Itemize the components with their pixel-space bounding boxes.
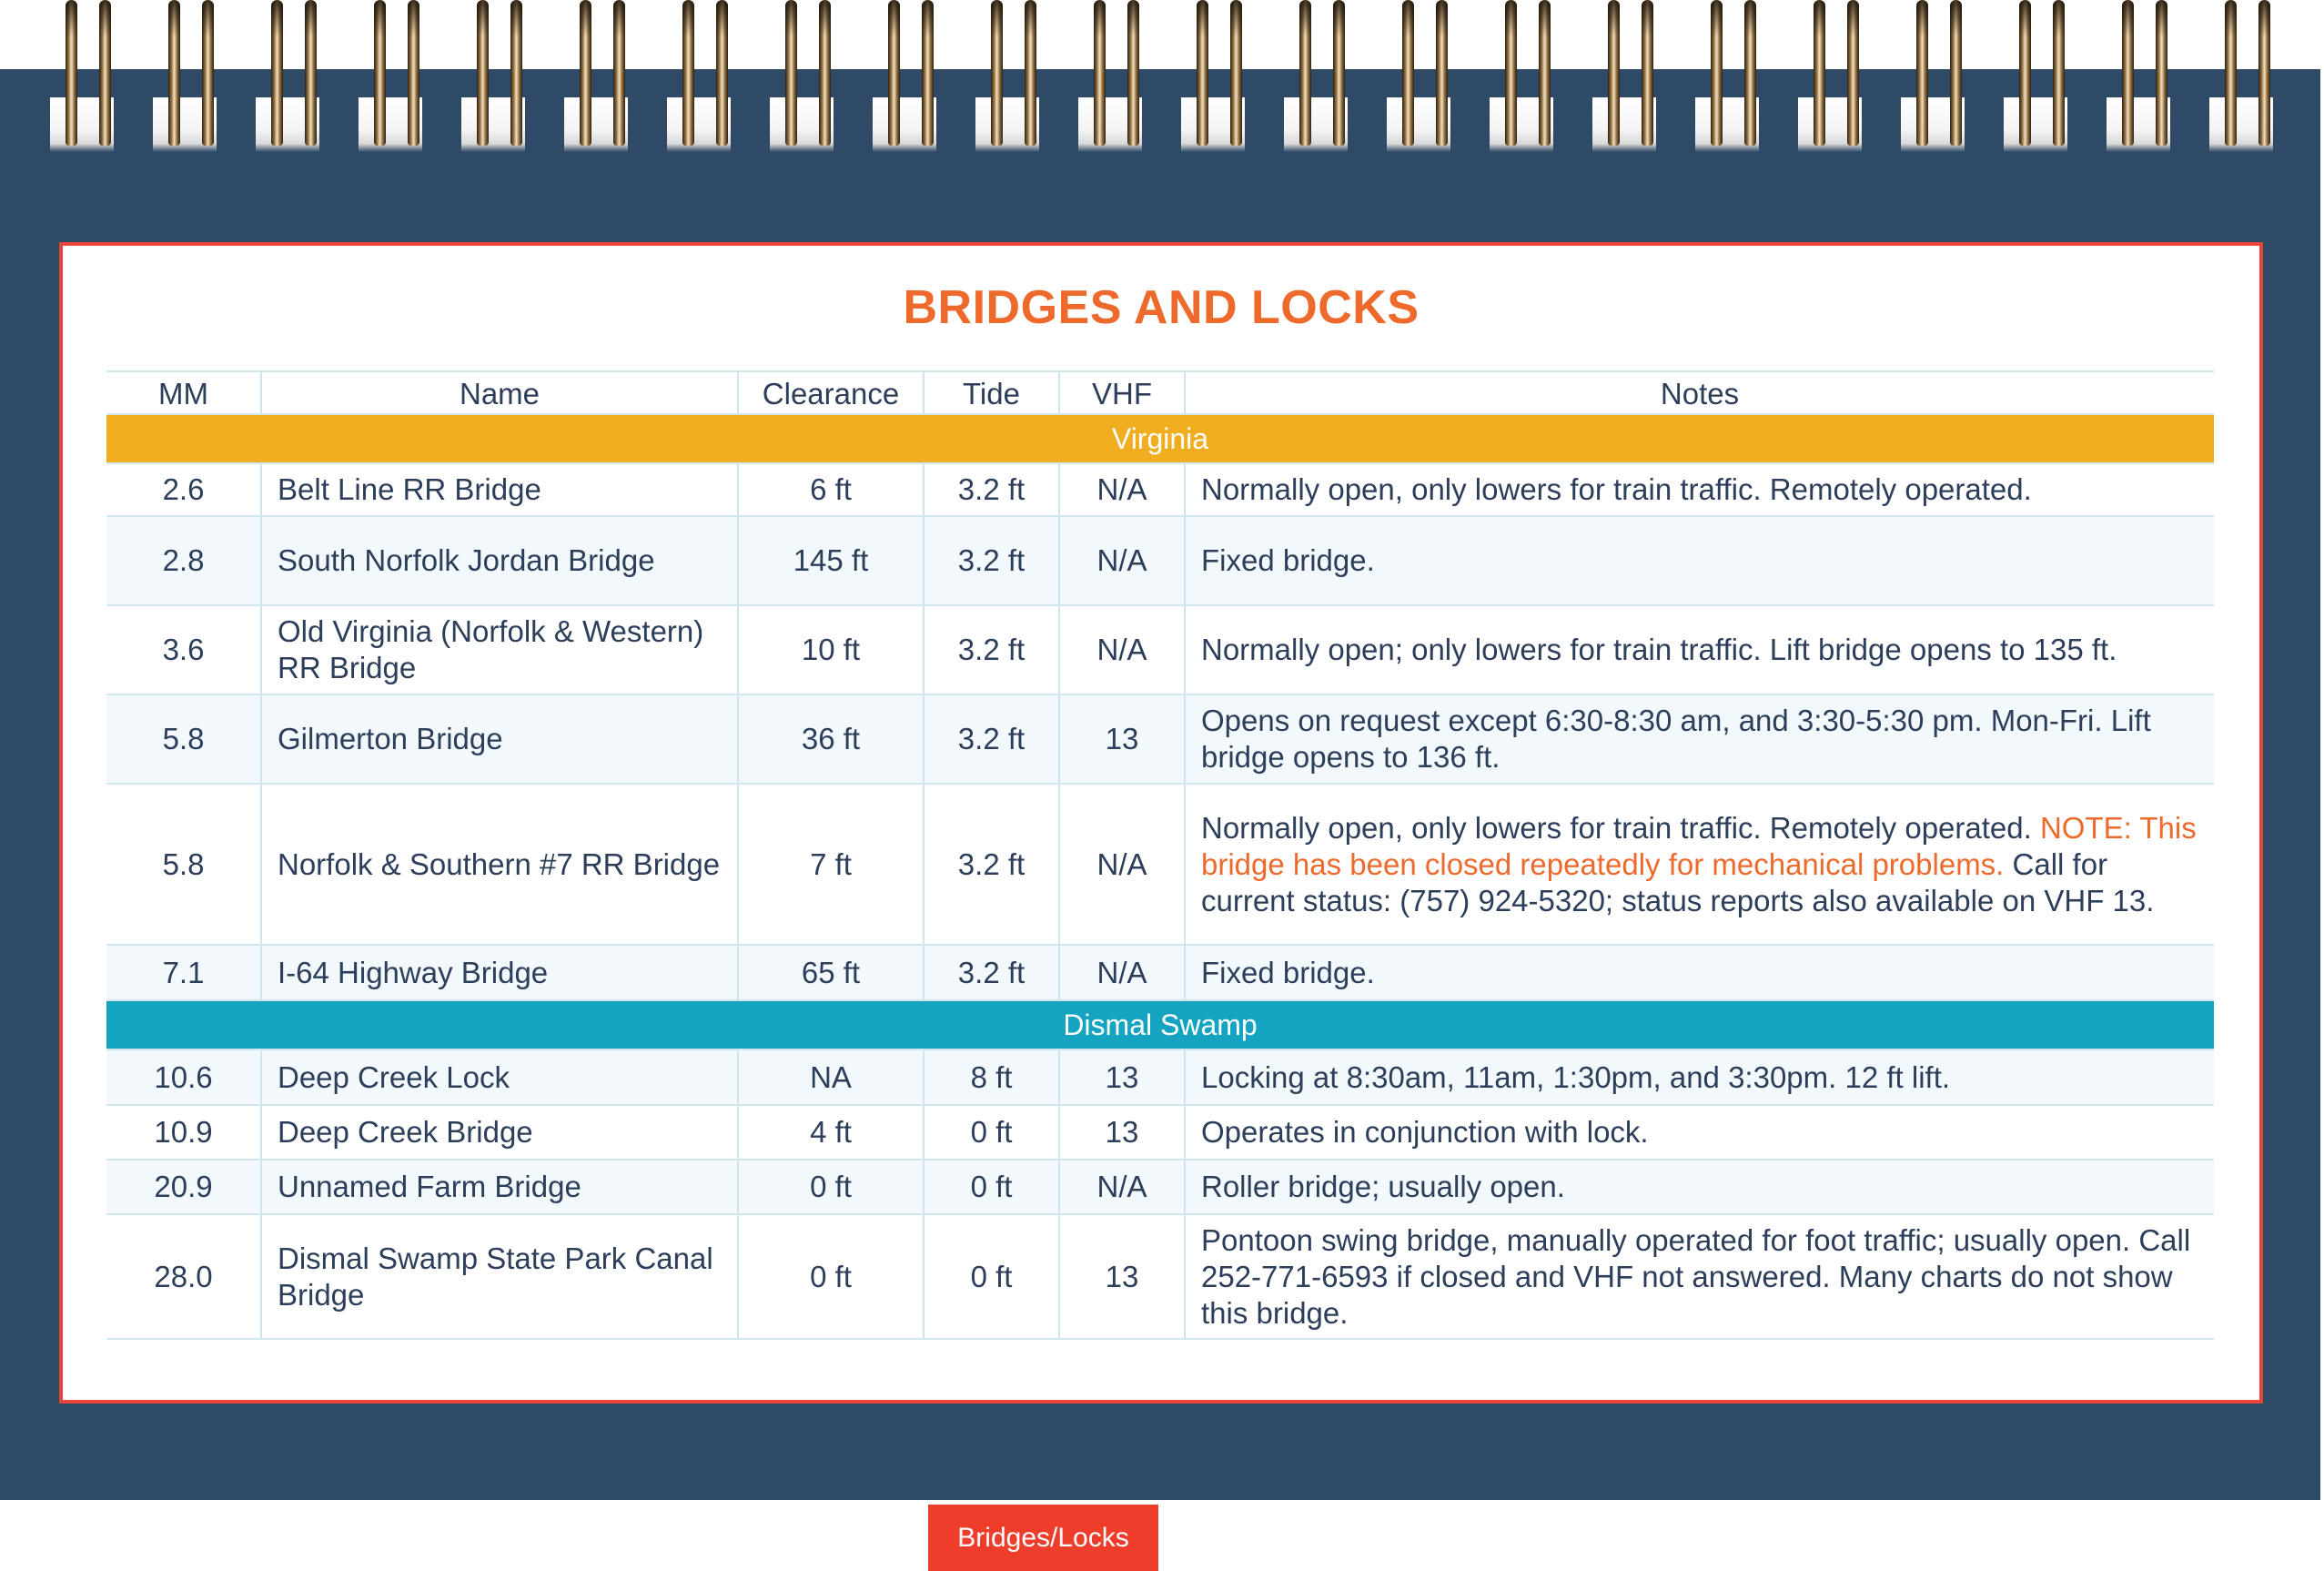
binding-ring-icon [716,0,728,146]
notes-text-after: Call for current status: (757) 924-5320; status reports also available on VHF 13. [1201,846,2155,917]
binding-ring-icon [922,0,934,146]
page-title: BRIDGES AND LOCKS [903,281,1420,334]
binding-ring-icon [682,0,694,146]
column-header-mm: MM [106,371,261,414]
column-header-tide: Tide [924,371,1059,414]
cell-name: South Norfolk Jordan Bridge [261,516,738,605]
binding-ring-icon [2122,0,2134,146]
bridges-locks-table [106,370,2214,1340]
cell-clearance: 145 ft [738,516,924,605]
cell-mm: 7.1 [106,945,261,1000]
warning-note: NOTE: This bridge has been closed repeatedly for mechanical problems. [1201,810,2197,881]
binding-ring-icon [1436,0,1448,146]
cell-name: Deep Creek Bridge [261,1105,738,1160]
binding-ring-icon [1916,0,1928,146]
cell-clearance: 7 ft [738,784,924,945]
binding-ring-icon [66,0,77,146]
binding-ring-icon [1299,0,1311,146]
cell-clearance: NA [738,1049,924,1105]
cell-vhf: 13 [1059,1105,1185,1160]
cell-mm: 20.9 [106,1160,261,1214]
table-row [106,784,2214,945]
cell-name: Unnamed Farm Bridge [261,1160,738,1214]
column-header-name: Name [261,371,738,414]
table-row [106,1049,2214,1105]
binding-ring-icon [2019,0,2031,146]
binding-ring-icon [888,0,900,146]
binding-ring-icon [2053,0,2065,146]
binding-ring-icon [510,0,522,146]
binding-ring-icon [305,0,317,146]
cell-notes: Locking at 8:30am, 11am, 1:30pm, and 3:30pm. 12 ft lift. [1185,1049,2214,1105]
cell-notes: Fixed bridge. [1185,516,2214,605]
table-row [106,1160,2214,1214]
tab-label: Bridges/Locks [957,1522,1129,1553]
section-label: Virginia [106,414,2214,463]
cell-clearance: 0 ft [738,1160,924,1214]
cell-vhf: 13 [1059,1214,1185,1339]
table-row [106,463,2214,516]
binding-ring-icon [202,0,214,146]
cell-name: Old Virginia (Norfolk & Western) RR Bridge [261,605,738,694]
section-label: Dismal Swamp [106,1000,2214,1049]
cell-notes: Normally open, only lowers for train traffic. Remotely operated. [1185,463,2214,516]
column-header-notes: Notes [1185,371,2214,414]
binding-ring-icon [1197,0,1208,146]
binding-ring-icon [1950,0,1962,146]
cell-notes: Opens on request except 6:30-8:30 am, and 3:30-5:30 pm. Mon-Fri. Lift bridge opens to 136 ft. [1185,694,2214,784]
table-row [106,694,2214,784]
binding-ring-icon [1505,0,1517,146]
cell-clearance: 6 ft [738,463,924,516]
binding-ring-icon [1711,0,1723,146]
cell-clearance: 10 ft [738,605,924,694]
cell-mm: 2.6 [106,463,261,516]
cell-clearance: 0 ft [738,1214,924,1339]
cell-name: I-64 Highway Bridge [261,945,738,1000]
cell-name: Belt Line RR Bridge [261,463,738,516]
binding-ring-icon [2258,0,2270,146]
cell-vhf: 13 [1059,694,1185,784]
cell-notes [1185,784,2214,945]
cell-vhf: N/A [1059,516,1185,605]
cell-mm: 2.8 [106,516,261,605]
column-header-vhf: VHF [1059,371,1185,414]
section-tab-bridges-locks[interactable] [928,1505,1158,1571]
cell-notes: Fixed bridge. [1185,945,2214,1000]
cell-clearance: 4 ft [738,1105,924,1160]
binding-ring-icon [991,0,1003,146]
binding-ring-icon [580,0,591,146]
cell-name: Deep Creek Lock [261,1049,738,1105]
cell-mm: 10.9 [106,1105,261,1160]
cell-tide: 3.2 ft [924,516,1059,605]
cell-vhf: N/A [1059,463,1185,516]
binding-ring-icon [408,0,419,146]
section-row-virginia [106,414,2214,463]
notes-text: Normally open, only lowers for train traffic. Remotely operated. [1201,810,2032,845]
cell-tide: 3.2 ft [924,605,1059,694]
cell-vhf: N/A [1059,605,1185,694]
table-row [106,1214,2214,1339]
binding-ring-icon [1230,0,1242,146]
cell-tide: 0 ft [924,1214,1059,1339]
cell-tide: 3.2 ft [924,463,1059,516]
table-row [106,945,2214,1000]
cell-mm: 10.6 [106,1049,261,1105]
cell-notes: Pontoon swing bridge, manually operated for foot traffic; usually open. Call 252-771-6593 if closed and VHF not answered. Many charts do not show this bridge. [1185,1214,2214,1339]
binding-ring-icon [168,0,180,146]
cell-notes: Roller bridge; usually open. [1185,1160,2214,1214]
cell-clearance: 65 ft [738,945,924,1000]
binding-ring-icon [1847,0,1859,146]
binding-ring-icon [785,0,797,146]
binding-ring-icon [819,0,831,146]
cell-vhf: N/A [1059,784,1185,945]
cell-mm: 3.6 [106,605,261,694]
binding-ring-icon [477,0,489,146]
spiral-binding [0,0,2324,164]
cell-tide: 0 ft [924,1160,1059,1214]
cell-vhf: N/A [1059,945,1185,1000]
binding-ring-icon [1094,0,1106,146]
cell-notes: Operates in conjunction with lock. [1185,1105,2214,1160]
cell-vhf: N/A [1059,1160,1185,1214]
table-header-row [106,371,2214,414]
binding-ring-icon [613,0,625,146]
cell-vhf: 13 [1059,1049,1185,1105]
binding-ring-icon [1539,0,1551,146]
binding-ring-icon [99,0,111,146]
binding-ring-icon [1127,0,1139,146]
cell-tide: 8 ft [924,1049,1059,1105]
content-card [59,242,2263,1404]
binding-ring-icon [1608,0,1620,146]
section-row-dismal-swamp [106,1000,2214,1049]
binding-ring-icon [1744,0,1756,146]
binding-ring-icon [1642,0,1653,146]
binding-ring-icon [1814,0,1825,146]
binding-ring-icon [271,0,283,146]
table-row [106,516,2214,605]
cell-mm: 5.8 [106,784,261,945]
cell-tide: 3.2 ft [924,784,1059,945]
cell-mm: 28.0 [106,1214,261,1339]
binding-ring-icon [1333,0,1345,146]
binding-ring-icon [2225,0,2237,146]
column-header-clearance: Clearance [738,371,924,414]
binding-ring-icon [374,0,386,146]
binding-ring-icon [1025,0,1036,146]
cell-notes: Normally open; only lowers for train traffic. Lift bridge opens to 135 ft. [1185,605,2214,694]
cell-tide: 3.2 ft [924,694,1059,784]
table-row [106,1105,2214,1160]
cell-mm: 5.8 [106,694,261,784]
binding-ring-icon [2156,0,2167,146]
cell-tide: 3.2 ft [924,945,1059,1000]
cell-name: Dismal Swamp State Park Canal Bridge [261,1214,738,1339]
cell-tide: 0 ft [924,1105,1059,1160]
cell-clearance: 36 ft [738,694,924,784]
cell-name: Norfolk & Southern #7 RR Bridge [261,784,738,945]
binding-ring-icon [1402,0,1414,146]
table-row [106,605,2214,694]
cell-name: Gilmerton Bridge [261,694,738,784]
